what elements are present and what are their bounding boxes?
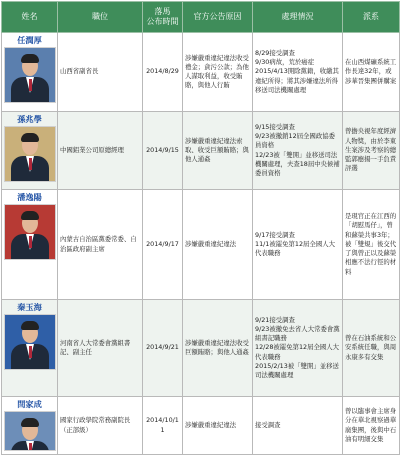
person-photo xyxy=(4,204,56,260)
faction-cell: 曾擔央視年度經濟人物獎，由於李東生案涉及考察的總監郭應揚一手負責評選 xyxy=(343,112,400,190)
position-cell: 山西省副省長 xyxy=(58,33,143,112)
position-cell: 內蒙古自治區黨委常委、自治區政府副主席 xyxy=(58,190,143,300)
person-name: 孫兆學 xyxy=(17,114,42,124)
position-cell: 河南省人大常委會黨組書記、副主任 xyxy=(58,300,143,397)
name-cell xyxy=(2,300,58,397)
date-cell: 2014/9/15 xyxy=(143,112,183,190)
header-handling: 處理情況 xyxy=(253,2,343,33)
reason-cell: 涉嫌嚴重違紀違法收受巨額賄賂；與他人通姦 xyxy=(183,300,253,397)
date-cell: 2014/10/11 xyxy=(143,397,183,455)
person-photo xyxy=(4,47,56,103)
faction-cell: 是現官正在江西的「胡慰馬仔」，曾和蘇榮共事3年；被「雙規」後交代了與曾正以及蘇榮相應不法行徑的材料 xyxy=(343,190,400,300)
name-cell xyxy=(2,33,58,112)
faction-cell: 在山西煤礦系統工作長達32年，或涉華晉集團併購案 xyxy=(343,33,400,112)
faction-cell: 曾在石油系統和公安系統任職，與周永康多有交集 xyxy=(343,300,400,397)
faction-cell: 曾以臨事會主席身分在華北視察過華廣集團，後與中石油有明細交集 xyxy=(343,397,400,455)
name-cell xyxy=(2,397,58,455)
header-faction: 派系 xyxy=(343,2,400,33)
person-name: 閆家成 xyxy=(17,399,42,409)
handling-cell: 9/21接受調查 9/23被撤免去省人大常委會黨組書記職務 12/28被罷免第12屆全國人大代表職務 2015/2/13被「雙開」並移送司法機關處理 xyxy=(253,300,343,397)
table-row xyxy=(2,300,400,397)
header-row xyxy=(2,2,400,33)
header-name: 姓名 xyxy=(2,2,58,33)
person-name: 秦玉海 xyxy=(17,302,42,312)
date-cell: 2014/9/17 xyxy=(143,190,183,300)
handling-cell: 9/17接受調查 11/1被罷免第12屆全國人大代表職務 xyxy=(253,190,343,300)
name-cell xyxy=(2,190,58,300)
table-row xyxy=(2,112,400,190)
header-position: 職位 xyxy=(58,2,143,33)
date-cell: 2014/9/21 xyxy=(143,300,183,397)
officials-table xyxy=(1,1,400,455)
reason-cell: 涉嫌嚴重違紀違法 xyxy=(183,190,253,300)
date-cell: 2014/8/29 xyxy=(143,33,183,112)
person-photo xyxy=(4,314,56,370)
handling-cell: 9/15接受調查 9/23被撤銷12屆全國政協委員資格 12/23被「雙開」並移送司法機關處理，夫查18屆中央候補委員資格 xyxy=(253,112,343,190)
table-row xyxy=(2,190,400,300)
reason-cell: 涉嫌嚴重違紀違法 xyxy=(183,397,253,455)
person-name: 任潤厚 xyxy=(17,35,42,45)
person-photo xyxy=(4,126,56,182)
person-photo xyxy=(4,411,56,451)
handling-cell: 接受調查 xyxy=(253,397,343,455)
name-cell xyxy=(2,112,58,190)
position-cell: 國家行政學院常務副院長（正部級） xyxy=(58,397,143,455)
header-date: 落馬 公布時間 xyxy=(143,2,183,33)
header-reason: 官方公告原因 xyxy=(183,2,253,33)
handling-cell: 8/29接受調查 9/30病故，荒於癌症 2015/4/13開除黨籍，收繳其違紀所得；將其涉嫌違法所得移送司法機關處理 xyxy=(253,33,343,112)
reason-cell: 涉嫌嚴重違紀違法索取、收受巨額賄賂；與他人通姦 xyxy=(183,112,253,190)
person-name: 潘逸陽 xyxy=(17,192,42,202)
reason-cell: 涉嫌嚴重違紀違法收受禮金；貪污公款；為他人謀取利益，收受賄賂，與他人行賄 xyxy=(183,33,253,112)
table-row xyxy=(2,397,400,455)
table-row xyxy=(2,33,400,112)
position-cell: 中國鋁業公司原總經理 xyxy=(58,112,143,190)
